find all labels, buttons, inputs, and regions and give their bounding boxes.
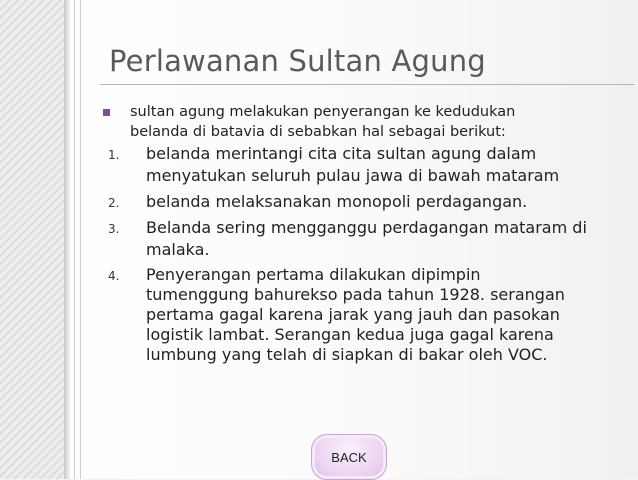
list-number: 2. <box>108 196 120 210</box>
list-item <box>100 143 630 187</box>
intro-line: sultan agung melakukan penyerangan ke kedudukan <box>130 104 516 120</box>
list-item-line: logistik lambat. Serangan kedua juga gagal karena <box>146 325 554 344</box>
list-item-line: pertama gagal karena jarak yang jauh dan pasokan <box>146 305 560 324</box>
list-item-line: tumenggung bahurekso pada tahun 1928. serangan <box>146 285 565 304</box>
list-item-line: Belanda sering mengganggu perdagangan mataram di <box>146 218 587 237</box>
list-item <box>100 265 630 365</box>
list-item-line: belanda melaksanakan monopoli perdagangan. <box>146 192 528 211</box>
list-item <box>100 217 630 261</box>
list-item-line: malaka. <box>146 240 210 259</box>
list-number: 3. <box>108 222 120 236</box>
list-item-line: lumbung yang telah di siapkan di bakar oleh VOC. <box>146 345 548 364</box>
list-item <box>100 191 630 213</box>
list-item-line: menyatukan seluruh pulau jawa di bawah mataram <box>146 166 560 185</box>
decorative-vertical-line <box>74 0 75 479</box>
list-number: 4. <box>108 269 120 283</box>
square-bullet-icon <box>103 109 110 116</box>
decorative-stripe-edge <box>64 0 70 479</box>
list-item-line: Penyerangan pertama dilakukan dipimpin <box>146 265 481 284</box>
title-divider <box>100 84 634 85</box>
list-item-line: belanda merintangi cita cita sultan agung dalam <box>146 144 537 163</box>
list-number: 1. <box>108 148 120 162</box>
slide-content <box>100 102 630 369</box>
decorative-vertical-line <box>80 0 81 479</box>
slide-title: Perlawanan Sultan Agung <box>109 44 486 78</box>
intro-line: belanda di batavia di sebabkan hal sebagai berikut: <box>130 124 506 140</box>
back-button[interactable]: BACK <box>311 434 387 480</box>
intro-paragraph <box>100 102 630 142</box>
decorative-stripe-band <box>0 0 66 479</box>
